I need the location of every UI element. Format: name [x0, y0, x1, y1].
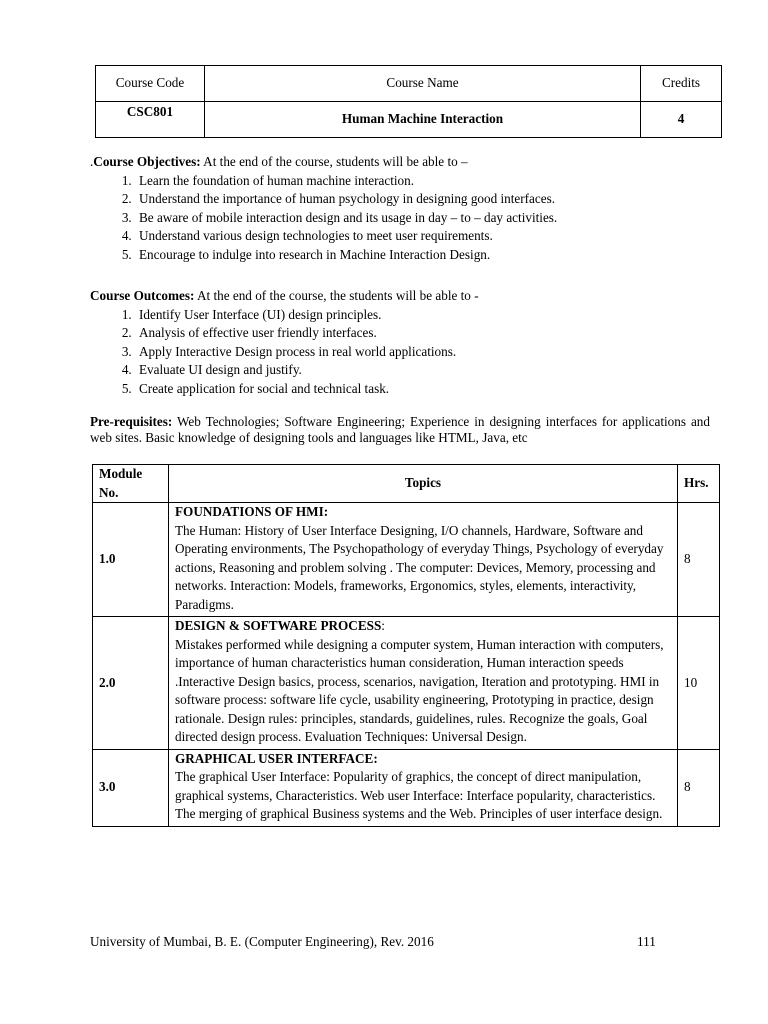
module-number: 1.0: [93, 503, 169, 617]
module-topics: [169, 503, 678, 617]
module-body: The graphical User Interface: Popularity of graphics, the concept of direct manipulation, graphical systems, Characteristics. Web user Interface: Interface popularity, characteristics. The merging of graphical Business systems and the Web. Principles of user interface design.: [175, 769, 663, 821]
module-title-line: [175, 617, 671, 636]
outcome-item: 1. Identify User Interface (UI) design principles.: [135, 306, 710, 325]
objective-item: 4. Understand various design technologies to meet user requirements.: [135, 227, 710, 246]
hours-header: Hrs.: [678, 465, 720, 503]
outcome-item: 3. Apply Interactive Design process in real world applications.: [135, 343, 710, 362]
module-number: 2.0: [93, 617, 169, 750]
module-topics: [169, 617, 678, 750]
module-body: The Human: History of User Interface Designing, I/O channels, Hardware, Software and Operating environments, The Psychopathology of everyday Things, Psychology of everyday actions, Reasoning and problem solving . The computer: Devices, Memory, processing and networks. Interaction: Models, frameworks, Ergonomics, styles, elements, interactivity, Paradigms.: [175, 522, 664, 612]
course-info-header-row: [96, 66, 722, 102]
module-body: Mistakes performed while designing a computer system, Human interaction with computers, importance of human characteristics human consideration, Human interaction speeds .Interactive Design basics, process, scenarios, navigation, Iteration and prototyping. HMI in software process: software life cycle, usability engineering, Prototyping in practice, design rationale. Design rules: principles, standards, guidelines, rules. Recognize the goals, Goal directed design process. Evaluation Techniques: Universal Design.: [175, 636, 664, 744]
module-title: DESIGN & SOFTWARE PROCESS: [175, 618, 382, 633]
footer-university: University of Mumbai, B. E. (Computer Engineering), Rev. 2016: [90, 934, 434, 949]
module-number: 3.0: [93, 749, 169, 826]
module-hours: 8: [678, 749, 720, 826]
module-title: GRAPHICAL USER INTERFACE:: [175, 750, 378, 766]
module-hours: 8: [678, 503, 720, 617]
credits-header: Credits: [641, 66, 722, 102]
course-info-row: [96, 102, 722, 138]
module-row: [93, 503, 720, 617]
module-hours: 10: [678, 617, 720, 750]
prerequisites-label: Pre-requisites:: [90, 414, 173, 429]
module-title-suffix: :: [381, 618, 385, 633]
outcome-item: 5. Create application for social and technical task.: [135, 380, 710, 399]
objectives-intro: At the end of the course, students will be able to –: [200, 154, 468, 169]
module-row: [93, 749, 720, 826]
objectives-label: Course Objectives:: [93, 154, 201, 169]
prerequisites-text: Web Technologies; Software Engineering; Experience in designing interfaces for applications and web sites. Basic knowledge of designing tools and languages like HTML, Java, etc: [90, 414, 710, 445]
modules-table: [92, 464, 720, 827]
topics-header: Topics: [169, 465, 678, 503]
outcomes-list: [90, 306, 710, 399]
outcomes-intro: At the end of the course, the students will be able to -: [194, 288, 479, 303]
module-title: FOUNDATIONS OF HMI:: [175, 504, 329, 519]
module-no-header: Module No.: [93, 465, 169, 503]
outcome-item: 2. Analysis of effective user friendly interfaces.: [135, 324, 710, 343]
objective-item: 5. Encourage to indulge into research in Machine Interaction Design.: [135, 246, 710, 265]
prerequisites-section: [90, 414, 710, 446]
course-name-header: Course Name: [205, 66, 641, 102]
course-code-value: CSC801: [96, 102, 205, 138]
module-row: [93, 617, 720, 750]
outcomes-label: Course Outcomes:: [90, 288, 195, 303]
objectives-list: [90, 172, 710, 265]
course-code-header: Course Code: [96, 66, 205, 102]
course-info-table: [95, 65, 722, 138]
modules-header-row: [93, 465, 720, 503]
module-topics: [169, 749, 678, 826]
credits-value: 4: [641, 102, 722, 138]
footer-page-number: 111: [637, 934, 656, 949]
prerequisites-paragraph: [90, 414, 710, 446]
objective-item: 3. Be aware of mobile interaction design and its usage in day – to – day activities.: [135, 209, 710, 228]
objective-item: 1. Learn the foundation of human machine interaction.: [135, 172, 710, 191]
outcome-item: 4. Evaluate UI design and justify.: [135, 361, 710, 380]
course-objectives-section: [90, 153, 710, 264]
course-name-value: Human Machine Interaction: [205, 102, 641, 138]
outcomes-heading: [90, 287, 710, 306]
objective-item: 2. Understand the importance of human psychology in designing good interfaces.: [135, 190, 710, 209]
objectives-heading: [90, 153, 710, 172]
course-outcomes-section: [90, 287, 710, 398]
objectives-prefix: .: [90, 154, 94, 169]
